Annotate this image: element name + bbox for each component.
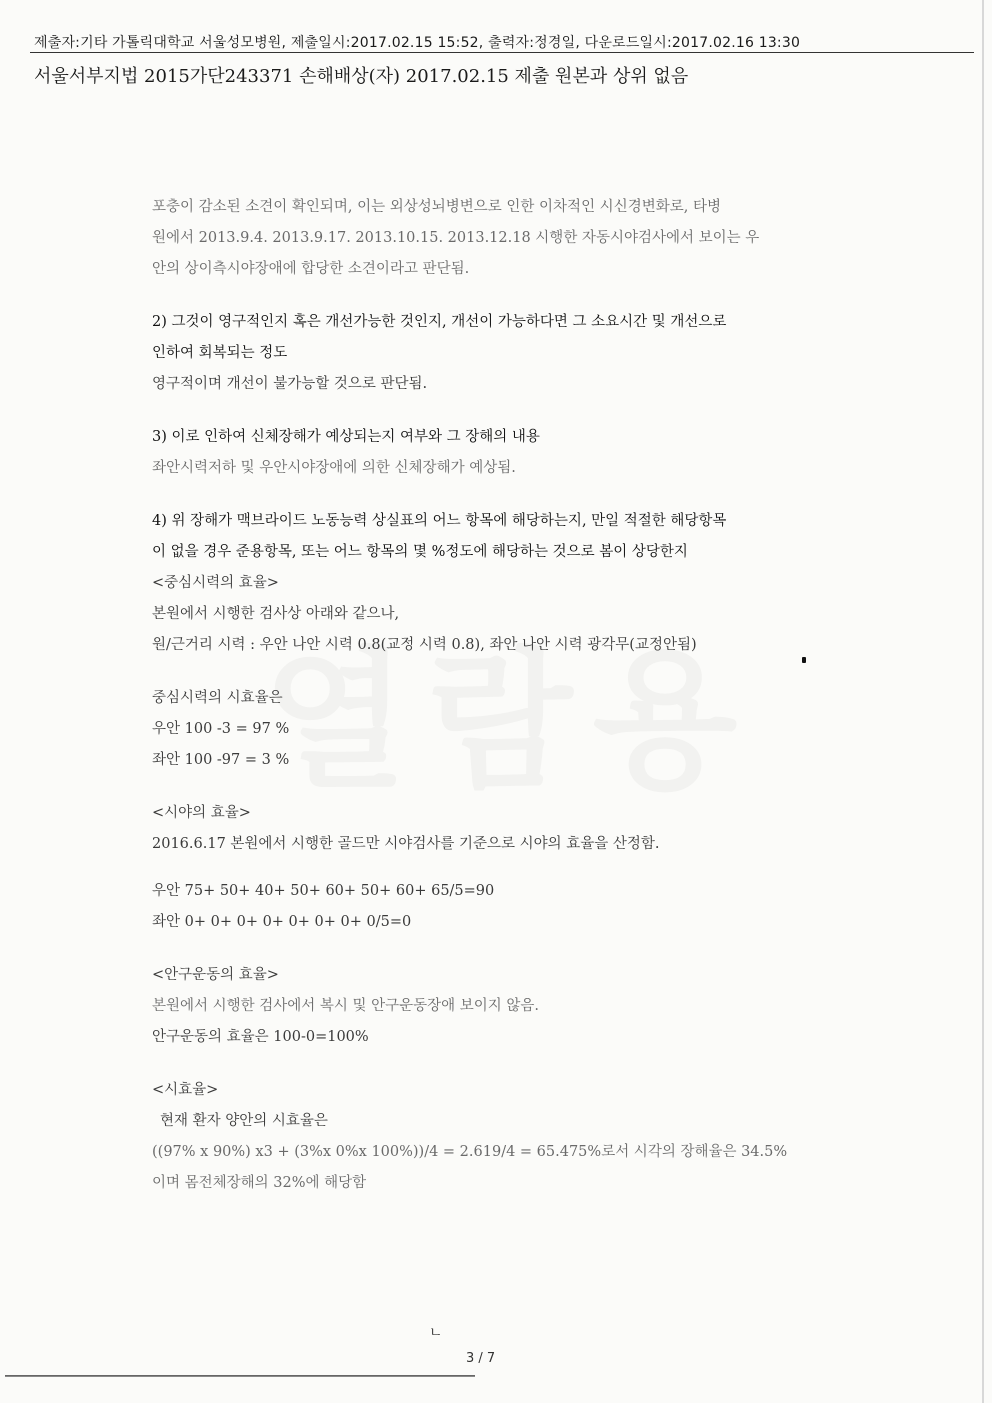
eye-movement-efficiency: 안구운동의 효율은 100-0=100% [152,1029,369,1045]
footer-rule [5,1375,475,1377]
scan-mark: ㄴ [429,1325,443,1341]
scan-edge [982,0,984,1403]
page-number: 3 / 7 [466,1351,496,1366]
paragraph-line: 포충이 감소된 소견이 확인되며, 이는 외상성뇌병변으로 인한 이차적인 시신경변화로, 타병 [152,199,721,215]
case-number-line: 서울서부지법 2015가단243371 손해배상(자) 2017.02.15 제출 원본과 상위 없음 [34,66,689,87]
central-vision-left-eye: 좌안 100 -97 = 3 % [152,752,290,768]
header-divider [30,52,974,53]
visual-efficiency-conclusion: 이며 몸전체장해의 32%에 해당함 [152,1175,367,1191]
question-3: 3) 이로 인하여 신체장해가 예상되는지 여부와 그 장해의 내용 [152,429,540,445]
eye-movement-line: 본원에서 시행한 검사에서 복시 및 안구운동장애 보이지 않음. [152,998,540,1014]
visual-efficiency-heading: <시효율> [152,1082,219,1098]
question-2-cont: 인하여 회복되는 정도 [152,345,288,361]
visual-field-line: 2016.6.17 본원에서 시행한 골드만 시야검사를 기준으로 시야의 효율을 산정함. [152,836,660,852]
visual-efficiency-formula: ((97% x 90%) x3 + (3%x 0%x 100%))/4 = 2.619/4 = 65.475%로서 시각의 장해율은 34.5% [152,1144,788,1160]
submission-info-header: 제출자:기타 가톨릭대학교 서울성모병원, 제출일시:2017.02.15 15:52, 출력자:정경일, 다운로드일시:2017.02.16 13:30 [34,35,801,51]
central-vision-heading: <중심시력의 효율> [152,575,279,591]
visual-efficiency-line: 현재 환자 양안의 시효율은 [160,1113,328,1129]
question-4-cont: 이 없을 경우 준용항목, 또는 어느 항목의 몇 %정도에 해당하는 것으로 봄이 상당한지 [152,544,688,560]
central-vision-line: 원/근거리 시력 : 우안 나안 시력 0.8(교정 시력 0.8), 좌안 나안 시력 광각무(교정안됨) [152,637,697,653]
visual-field-right-eye: 우안 75+ 50+ 40+ 50+ 60+ 50+ 60+ 65/5=90 [152,883,495,899]
paragraph-line: 안의 상이측시야장애에 합당한 소견이라고 판단됨. [152,261,470,277]
visual-field-heading: <시야의 효율> [152,805,251,821]
paragraph-line: 원에서 2013.9.4. 2013.9.17. 2013.10.15. 2013.12.18 시행한 자동시야검사에서 보이는 우 [152,230,760,246]
ink-dot [802,657,806,663]
question-2: 2) 그것이 영구적인지 혹은 개선가능한 것인지, 개선이 가능하다면 그 소요시간 및 개선으로 [152,314,727,330]
answer-3: 좌안시력저하 및 우안시야장애에 의한 신체장해가 예상됨. [152,460,516,476]
eye-movement-heading: <안구운동의 효율> [152,967,279,983]
visual-field-left-eye: 좌안 0+ 0+ 0+ 0+ 0+ 0+ 0+ 0/5=0 [152,914,412,930]
central-vision-right-eye: 우안 100 -3 = 97 % [152,721,290,737]
question-4: 4) 위 장해가 맥브라이드 노동능력 상실표의 어느 항목에 해당하는지, 만일 적절한 해당항목 [152,513,727,529]
central-vision-efficiency-title: 중심시력의 시효율은 [152,690,283,706]
answer-2: 영구적이며 개선이 불가능할 것으로 판단됨. [152,376,428,392]
central-vision-line: 본원에서 시행한 검사상 아래와 같으나, [152,606,400,622]
document-body [152,192,852,1199]
